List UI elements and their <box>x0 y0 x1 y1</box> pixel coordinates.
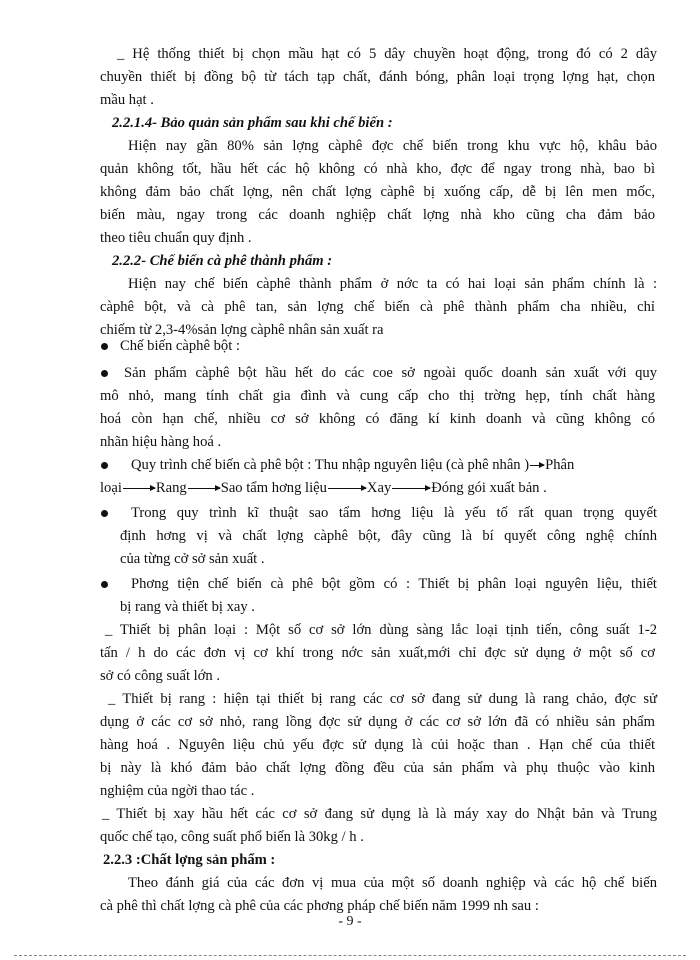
text-line: không đảm bảo chất lợng, nên chất lợng càphê bị xuống cấp, dễ bị lên men mốc, <box>100 184 655 200</box>
text-line: theo tiêu chuẩn quy định . <box>100 230 252 246</box>
section-heading: 2.2.2- Chế biến cà phê thành phẩm : <box>112 253 333 269</box>
process-line <box>131 455 657 475</box>
text-line: mầu hạt . <box>100 92 154 108</box>
text-line: chiếm từ 2,3-4%sản lợng càphê nhân sản xuất ra <box>100 322 384 338</box>
text-line: cà phê thì chất lợng cà phê của các phơng pháp chế biến năm 1999 nh sau : <box>100 898 539 914</box>
text-line: Hiện nay gần 80% sản lợng càphê đợc chế biến trong khu vực hộ, khâu bảo <box>128 138 657 154</box>
text-line: _ Thiết bị rang : hiện tại thiết bị rang các cơ sở đang sử dung là rang chảo, đợc sử <box>108 691 657 707</box>
text-line: biến màu, ngay trong các doanh nghiệp chất lợng nhà kho cũng cha đảm bảo <box>100 207 655 223</box>
text-line: chuyền thiết bị đồng bộ từ tách tạp chất, đánh bóng, phân loại trọng lợng hạt, chọn <box>100 69 655 85</box>
text-line: hoá còn hạn chế, nhiều cơ sở không có đăng kí kinh doanh và cũng không có <box>100 411 655 427</box>
text-line: mô nhỏ, mang tính chất gia đình và cung cấp cho thị trờng hẹp, tính chất hàng <box>100 388 655 404</box>
process-line <box>100 478 655 498</box>
text-line: tấn / h do các đơn vị cơ khí trong nớc sản xuất,mới chỉ đợc sử dụng ở một số cơ <box>100 645 655 661</box>
text-line: nghiệm của ngời thao tác . <box>100 783 255 799</box>
text-line: định hơng vị và chất lợng càphê bột, đây cũng là bí quyết công nghệ chính <box>120 528 657 544</box>
page-divider <box>14 955 686 956</box>
text-line: Rang <box>155 480 187 496</box>
text-line: loại <box>100 480 122 496</box>
text-line: Trong quy trình kĩ thuật sao tẩm hơng liệu là yếu tố rất quan trọng quyết <box>131 505 657 521</box>
text-line: Hiện nay chế biến càphê thành phẩm ở nớc ta có hai loại sản phẩm chính là : <box>128 276 657 292</box>
arrow-right-icon <box>392 488 430 489</box>
section-heading: 2.2.3 :Chất lợng sản phẩm : <box>103 852 276 868</box>
text-line: Chế biến càphê bột : <box>120 338 240 354</box>
text-line: _ Thiết bị xay hầu hết các cơ sở đang sử dụng là là máy xay do Nhật bản và Trung <box>102 806 657 822</box>
text-line: Sản phẩm càphê bột hầu hết do các coe sở ngoài quốc doanh sản xuất với quy <box>124 365 657 381</box>
bullet-icon <box>101 343 108 350</box>
text-line: bị rang và thiết bị xay . <box>120 599 255 615</box>
text-line: hàng hoá . Nguyên liệu chủ yếu đợc sử dụng là củi hoặc than . Hạn chế của thiết <box>100 737 655 753</box>
text-line: bị này là khó đảm bảo chất lợng đồng đều của sản phẩm và phụ thuộc vào kinh <box>100 760 655 776</box>
text-line: Phơng tiện chế biến cà phê bột gồm có : Thiết bị phân loại nguyên liệu, thiết <box>131 576 657 592</box>
text-line: sở có công suất lớn . <box>100 668 221 684</box>
bullet-icon <box>101 581 108 588</box>
bullet-icon <box>101 510 108 517</box>
text-line: Theo đánh giá của các đơn vị mua của một số doanh nghiệp và các hộ chế biến <box>128 875 657 891</box>
bullet-icon <box>101 462 108 469</box>
text-line: nhãn hiệu hàng hoá . <box>100 434 222 450</box>
arrow-right-icon <box>188 488 220 489</box>
text-line: Quy trình chế biến cà phê bột : Thu nhập nguyên liệu (cà phê nhân ) <box>131 457 530 473</box>
text-line: càphê bột, và cà phê tan, sản lợng chế biến cà phê thành phẩm cha nhiều, chỉ <box>100 299 655 315</box>
text-line: Sao tẩm hơng liệu <box>220 480 327 496</box>
arrow-right-icon <box>328 488 366 489</box>
bullet-icon <box>101 370 108 377</box>
text-line: quốc chế tạo, công suất phổ biến là 30kg / h . <box>100 829 364 845</box>
section-heading: 2.2.1.4- Bảo quản sản phẩm sau khi chế biến : <box>112 115 393 131</box>
text-line: quản không tốt, hầu hết các hộ không có nhà kho, đợc để ngay trong nhà, bao bì <box>100 161 655 177</box>
text-line: _ Hệ thống thiết bị chọn mầu hạt có 5 dây chuyền hoạt động, trong đó có 2 dây <box>117 46 657 62</box>
text-line: dụng ở các cơ sở nhỏ, rang lồng đợc sử dụng ở các cơ sở lớn đã có nhiều sản phẩm <box>100 714 655 730</box>
text-line: của từng cở sở sản xuất . <box>120 551 265 567</box>
text-line: Phân <box>545 457 575 473</box>
arrow-right-icon <box>123 488 155 489</box>
text-line: _ Thiết bị phân loại : Một số cơ sở lớn dùng sàng lắc loại tịnh tiến, công suất 1-2 <box>105 622 657 638</box>
text-line: Xay <box>366 480 392 496</box>
page-number: - 9 - <box>338 914 362 929</box>
arrow-right-icon <box>530 465 544 466</box>
text-line: Đóng gói xuất bản . <box>431 480 547 496</box>
